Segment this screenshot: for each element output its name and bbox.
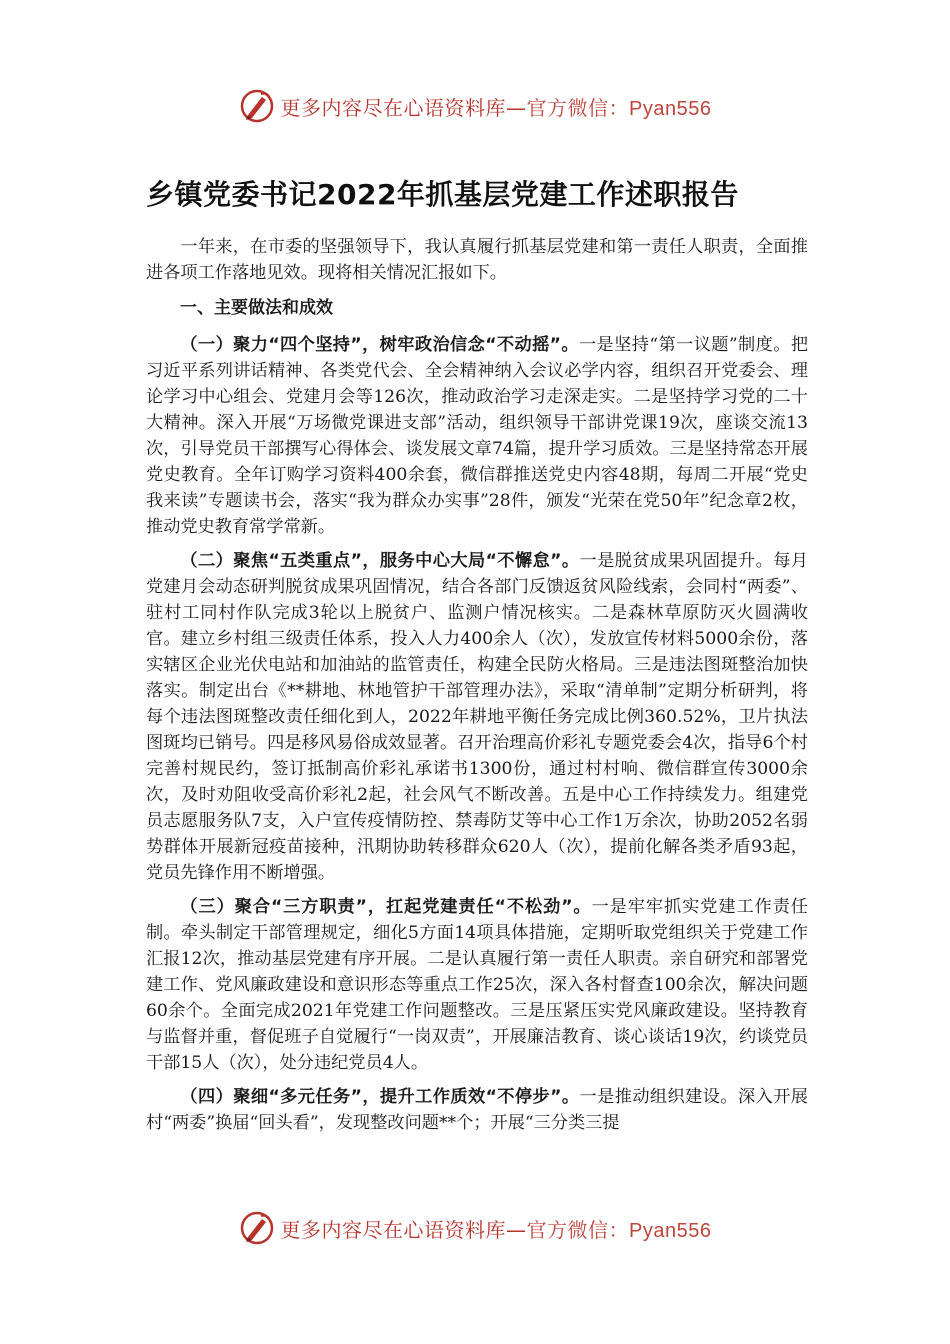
section-heading: 一、主要做法和成效: [180, 298, 333, 318]
header-banner: [0, 84, 950, 128]
body-paragraph-1: [146, 332, 808, 540]
banner-text: [281, 1214, 712, 1243]
document-body: [146, 234, 808, 1144]
banner-dash: —: [506, 1217, 527, 1242]
footer-banner: [0, 1206, 950, 1250]
banner-dash: —: [506, 95, 527, 120]
paragraph-heading: （二）聚焦“五类重点”，服务中心大局“不懈怠”。: [180, 551, 580, 571]
paragraph-text: 一是坚持“第一议题”制度。把习近平系列讲话精神、各类党代会、全会精神纳入会议必学内容，组织召开党委会、理论学习中心组会、党建月会等126次，推动政治学习走深走实。二是坚持学习党的二十大精神。深入开展“万场微党课进支部”活动，组织领导干部讲党课19次，座谈交流13次，引导党员干部撰写心得体会、谈发展文章74篇，提升学习质效。三是坚持常态开展党史教育。全年订购学习资料400余套，微信群推送党史内容48期，每周二开展“党史我来读”专题读书会，落实“我为群众办实事”28件，颁发“光荣在党50年”纪念章2枚，推动党史教育常学常新。: [146, 335, 809, 537]
banner-site-name: 更多内容尽在心语资料库: [280, 95, 507, 120]
intro-paragraph: 一年来，在市委的坚强领导下，我认真履行抓基层党建和第一责任人职责，全面推进各项工作落地见效。现将相关情况汇报如下。: [146, 237, 808, 283]
paragraph-heading: （三）聚合“三方职责”，扛起党建责任“不松劲”。: [180, 897, 592, 917]
banner-contact: 官方微信：Pyan556: [526, 1219, 712, 1242]
paragraph-text: 一是牢牢抓实党建工作责任制。牵头制定干部管理规定，细化5方面14项具体措施，定期听取党组织关于党建工作汇报12次，推动基层党建有序开展。二是认真履行第一责任人职责。亲自研究和部署党建工作、党风廉政建设和意识形态等重点工作25次，深入各村督查100余次，解决问题60余个。全面完成2021年党建工作问题整改。三是压紧压实党风廉政建设。坚持教育与监督并重，督促班子自觉履行“一岗双责”，开展廉洁教育、谈心谈话19次，约谈党员干部15人（次），处分违纪党员4人。: [146, 897, 808, 1073]
banner-text: [281, 92, 712, 121]
paragraph-heading: （四）聚细“多元任务”，提升工作质效“不停步”。: [180, 1087, 580, 1107]
body-paragraph-2: [146, 548, 808, 886]
paragraph-heading: （一）聚力“四个坚持”，树牢政治信念“不动摇”。: [180, 335, 579, 355]
banner-contact: 官方微信：Pyan556: [526, 97, 712, 120]
body-paragraph-3: [146, 894, 808, 1076]
pen-logo-icon: [239, 88, 275, 124]
document-title: 乡镇党委书记2022年抓基层党建工作述职报告: [146, 178, 739, 211]
banner-site-name: 更多内容尽在心语资料库: [280, 1217, 507, 1242]
paragraph-text: 一是推动组织建设。深入开展村“两委”换届“回头看”，发现整改问题**个；开展“三分类三提: [146, 1087, 808, 1133]
paragraph-text: 一是脱贫成果巩固提升。每月党建月会动态研判脱贫成果巩固情况，结合各部门反馈返贫风险线索，会同村“两委”、驻村工同村作队完成3轮以上脱贫户、监测户情况核实。二是森林草原防灭火圆满收官。建立乡村组三级责任体系，投入人力400余人（次），发放宣传材料5000余份，落实辖区企业光伏电站和加油站的监管责任，构建全民防火格局。三是违法图斑整治加快落实。制定出台《**耕地、林地管护干部管理办法》，采取“清单制”定期分析研判，将每个违法图斑整改责任细化到人，2022年耕地平衡任务完成比例360.52%，卫片执法图斑均已销号。四是移风易俗成效显著。召开治理高价彩礼专题党委会4次，指导6个村完善村规民约，签订抵制高价彩礼承诺书1300份，通过村村响、微信群宣传3000余次，及时劝阻收受高价彩礼2起，社会风气不断改善。五是中心工作持续发力。组建党员志愿服务队7支，入户宣传疫情防控、禁毒防艾等中心工作1万余次，协助2052名弱势群体开展新冠疫苗接种，汛期协助转移群众620人（次），提前化解各类矛盾93起，党员先锋作用不断增强。: [146, 551, 808, 883]
body-paragraph-4: [146, 1084, 808, 1136]
pen-logo-icon: [239, 1210, 275, 1246]
